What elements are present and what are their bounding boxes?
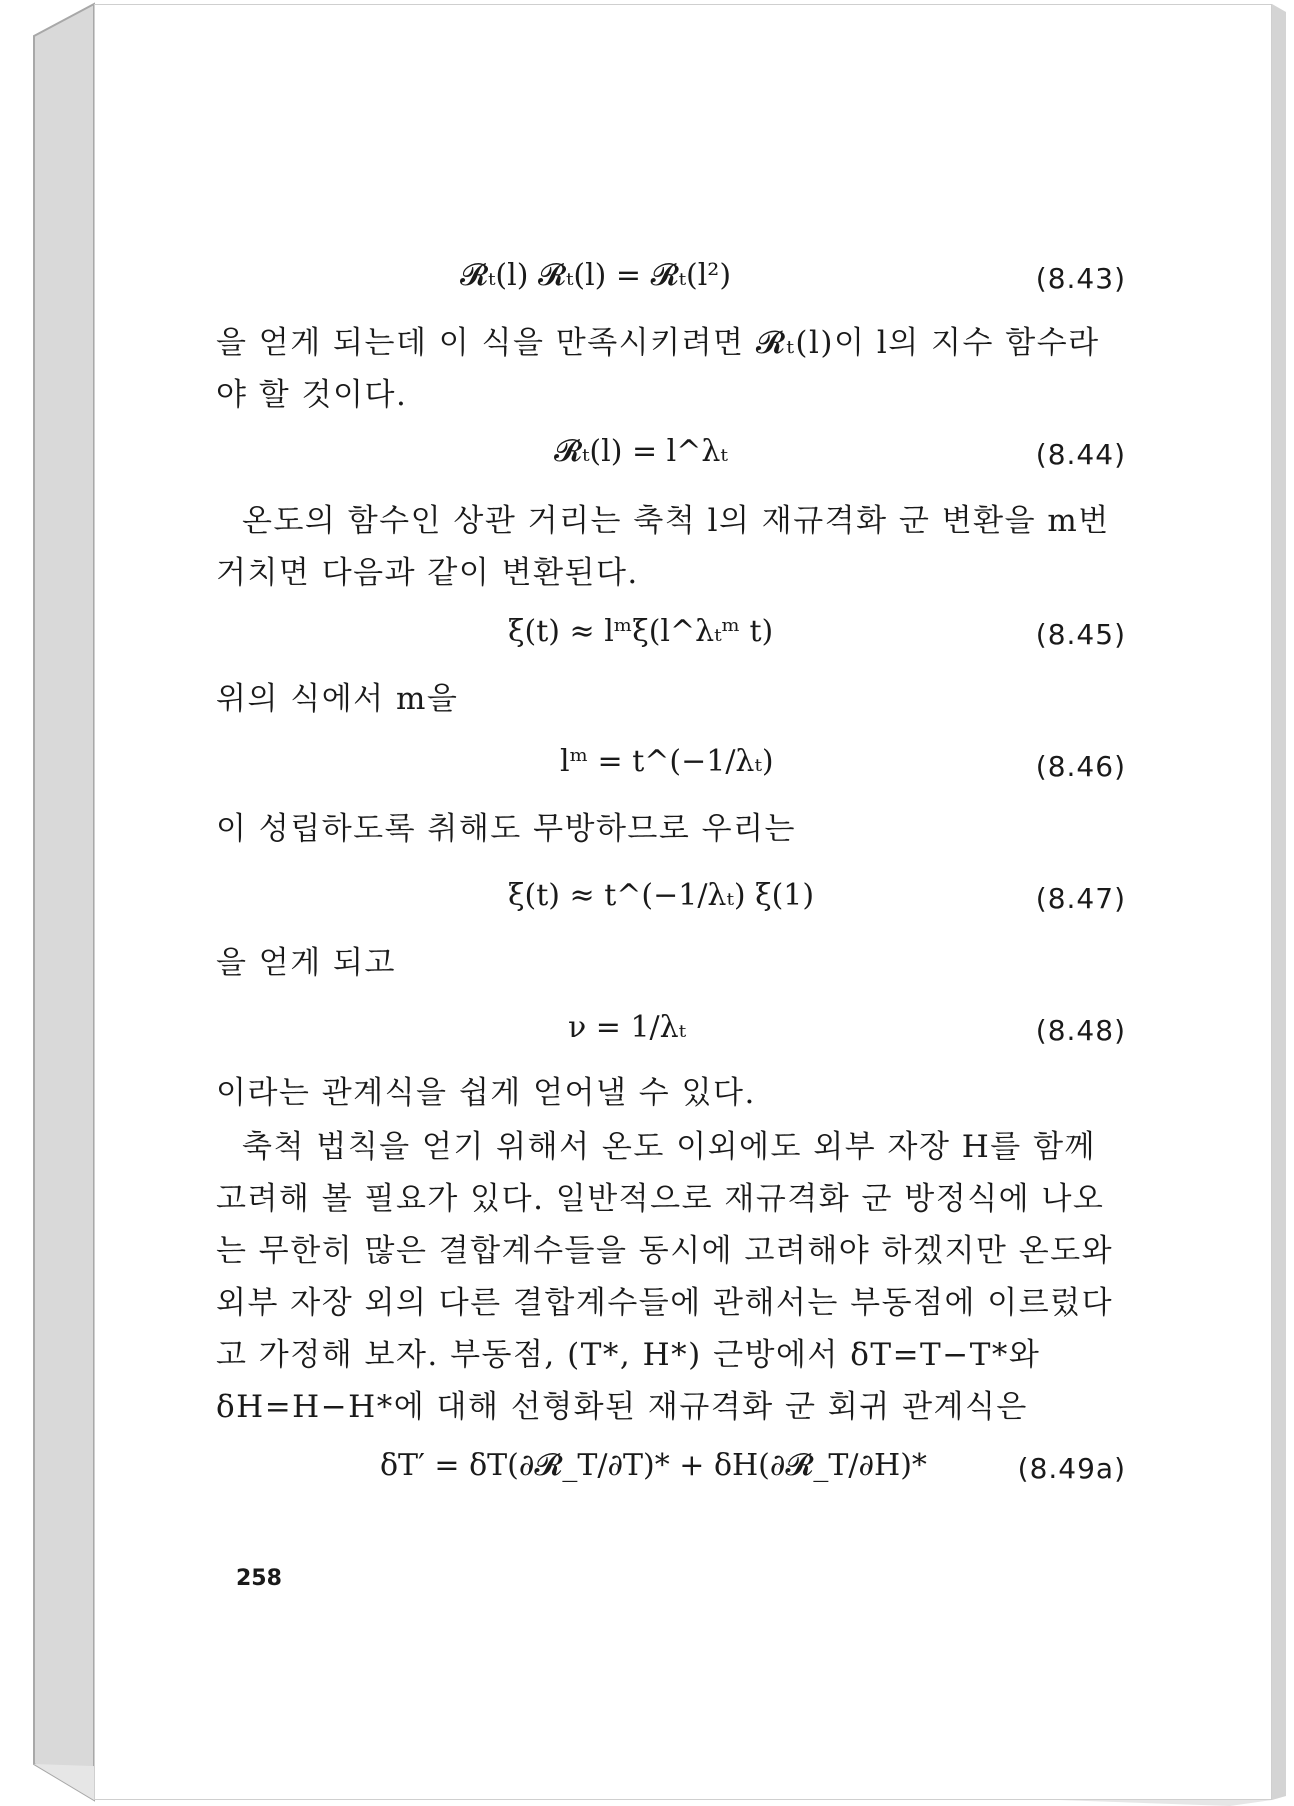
equation-8-49a: δT′ = δT(∂𝓡_T/∂T)* + δH(∂𝓡_T/∂H)* xyxy=(380,1448,927,1483)
equation-number: (8.44) xyxy=(1035,438,1126,471)
paragraph-line: 위의 식에서 m을 xyxy=(216,681,459,717)
equation-number: (8.47) xyxy=(1035,882,1126,915)
paragraph-line: 온도의 함수인 상관 거리는 축척 l의 재규격화 군 변환을 m번 xyxy=(242,503,1110,539)
equation-8-43: 𝓡ₜ(l) 𝓡ₜ(l) = 𝓡ₜ(l²) xyxy=(460,258,732,293)
paragraph-line: 을 얻게 되는데 이 식을 만족시키려면 𝓡ₜ(l)이 l의 지수 함수라 xyxy=(216,325,1100,361)
equation-8-48: ν = 1/λₜ xyxy=(568,1010,687,1045)
paragraph-line: 거치면 다음과 같이 변환된다. xyxy=(216,555,639,591)
equation-8-47: ξ(t) ≈ t^(−1/λₜ) ξ(1) xyxy=(508,878,815,913)
equation-number: (8.46) xyxy=(1035,750,1126,783)
equation-number: (8.49a) xyxy=(1017,1452,1126,1485)
paragraph-line: 외부 자장 외의 다른 결합계수들에 관해서는 부동점에 이르렀다 xyxy=(216,1285,1114,1321)
paragraph-line: δH=H−H*에 대해 선형화된 재규격화 군 회귀 관계식은 xyxy=(216,1389,1028,1425)
page-number: 258 xyxy=(236,1566,282,1591)
equation-number: (8.45) xyxy=(1035,618,1126,651)
paragraph-line: 을 얻게 되고 xyxy=(216,945,396,981)
paragraph-line: 는 무한히 많은 결합계수들을 동시에 고려해야 하겠지만 온도와 xyxy=(216,1233,1114,1269)
paragraph-line: 축척 법칙을 얻기 위해서 온도 이외에도 외부 자장 H를 함께 xyxy=(242,1129,1096,1165)
equation-8-46: lᵐ = t^(−1/λₜ) xyxy=(560,744,774,779)
paragraph-line: 야 할 것이다. xyxy=(216,377,408,413)
paragraph-line: 고려해 볼 필요가 있다. 일반적으로 재규격화 군 방정식에 나오 xyxy=(216,1181,1105,1217)
equation-8-45: ξ(t) ≈ lᵐξ(l^λₜᵐ t) xyxy=(508,614,774,649)
paragraph-line: 이라는 관계식을 쉽게 얻어낼 수 있다. xyxy=(216,1075,756,1111)
paragraph-line: 고 가정해 보자. 부동점, (T*, H*) 근방에서 δT=T−T*와 xyxy=(216,1337,1041,1373)
equation-number: (8.43) xyxy=(1035,262,1126,295)
paragraph-line: 이 성립하도록 취해도 무방하므로 우리는 xyxy=(216,811,796,847)
equation-8-44: 𝓡ₜ(l) = l^λₜ xyxy=(554,434,728,469)
equation-number: (8.48) xyxy=(1035,1014,1126,1047)
